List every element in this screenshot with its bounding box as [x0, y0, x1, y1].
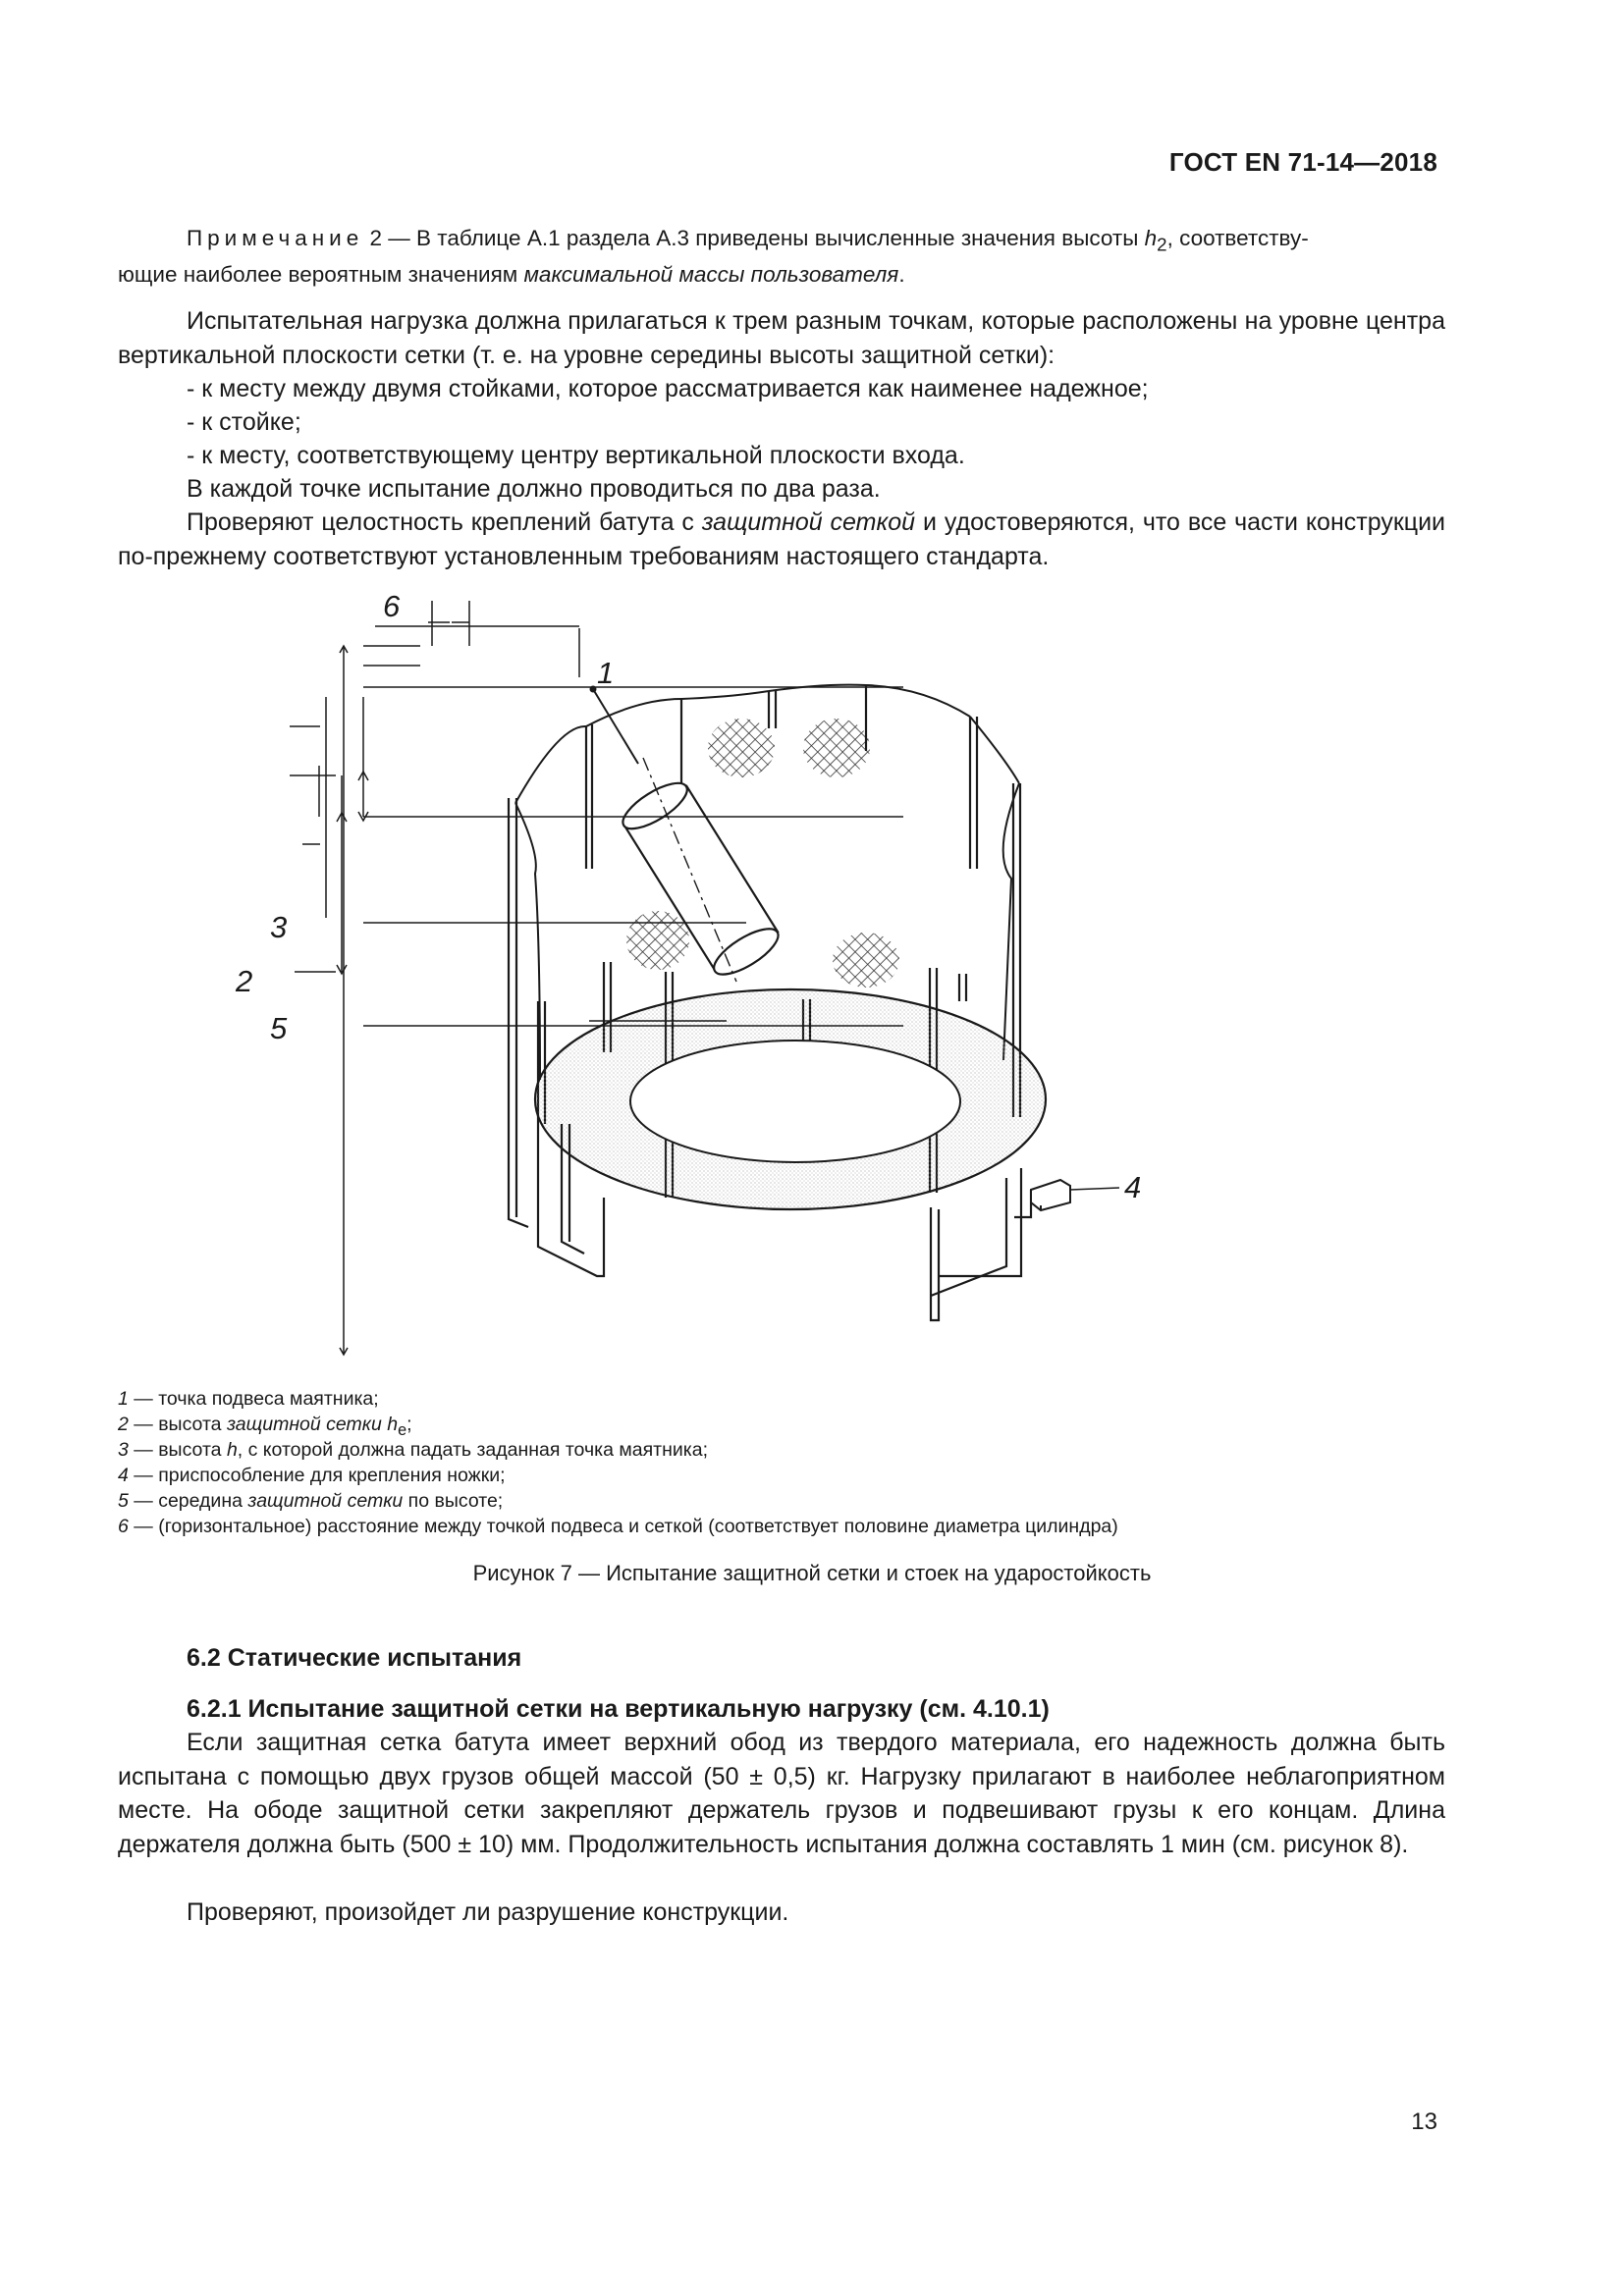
legend-text: — середина — [128, 1490, 248, 1512]
paragraph-vertical-load: Если защитная сетка батута имеет верхний обод из твердого материала, его надежность должна быть испытана с помощью двух грузов общей массой (50 ± 0,5) кг. Нагрузку прилагают в наиболее неблагоприятном месте. На ободе защитной сетки закрепляют держатель грузов и подвешивают грузы к его концам. Длина держателя должна быть (500 ± 10) мм. Продолжительность испытания должна составлять 1 мин (см. рисунок 8). — [118, 1729, 1445, 1858]
legend-italic: защитной сетки — [247, 1490, 404, 1512]
legend-num: 3 — [118, 1439, 129, 1461]
note-label: Примечание — [187, 226, 364, 250]
legend-italic: h — [226, 1439, 238, 1461]
legend-text: — приспособление для крепления ножки; — [128, 1465, 506, 1486]
note-text-b: , соответству- — [1166, 226, 1309, 250]
list-item: - к месту между двумя стойками, которое рассматривается как наименее надежное; — [187, 375, 1149, 402]
note-line2-italic: максимальной массы пользователя — [523, 261, 899, 287]
page-number: 13 — [1411, 2109, 1437, 2135]
section-heading-6-2-1: 6.2.1 Испытание защитной сетки на вертикальную нагрузку (см. 4.10.1) — [187, 1695, 1050, 1723]
paragraph-test-load: Испытательная нагрузка должна прилагаться к трем разным точкам, которые расположены на уровне центра вертикальной плоскости сетки (т. е. на уровне середины высоты защитной сетки): — [118, 307, 1445, 369]
legend-item — [118, 1514, 1118, 1540]
section-heading-6-2: 6.2 Статические испытания — [187, 1644, 522, 1672]
note-symbol: h — [1144, 226, 1158, 250]
p3-italic: защитной сеткой — [701, 508, 916, 536]
note-line2-end: . — [898, 261, 905, 287]
paragraph-destruction-check: Проверяют, произойдет ли разрушение конструкции. — [187, 1898, 789, 1926]
legend-text: — высота — [128, 1414, 227, 1435]
legend-item — [118, 1463, 506, 1489]
legend-num: 2 — [118, 1414, 129, 1435]
note-line2-a: ющие наиболее вероятным значениям — [118, 261, 518, 287]
trampoline-frame — [535, 989, 1046, 1320]
list-item: - к месту, соответствующему центру вертикальной плоскости входа. — [187, 442, 965, 469]
legend-num: 1 — [118, 1388, 129, 1410]
figure-label-6: 6 — [383, 589, 401, 623]
legend-text: — высота — [128, 1439, 227, 1461]
legend-num: 5 — [118, 1490, 129, 1512]
legend-end: ; — [406, 1414, 412, 1435]
paragraph-twice: В каждой точке испытание должно проводиться по два раза. — [187, 475, 881, 503]
document-code: ГОСТ EN 71-14—2018 — [1168, 147, 1437, 177]
legend-subscript: e — [398, 1420, 407, 1439]
legend-num: 6 — [118, 1516, 129, 1537]
figure-caption: Рисунок 7 — Испытание защитной сетки и стоек на ударостойкость — [472, 1561, 1152, 1585]
figure-label-2: 2 — [236, 964, 253, 998]
figure-label-4: 4 — [1124, 1170, 1142, 1204]
p3-text-b: и удостоверяются, что все части конструкции по-прежнему соответствуют установленным требованиям настоящего стандарта. — [118, 508, 1446, 570]
legend-item — [118, 1437, 708, 1464]
legend-text-b: по высоте; — [403, 1490, 504, 1512]
legend-text: — точка подвеса маятника; — [128, 1388, 379, 1410]
paragraph-check — [118, 506, 1445, 573]
leg-fixture — [1031, 1180, 1070, 1210]
legend-num: 4 — [118, 1465, 129, 1486]
figure-label-3: 3 — [270, 910, 288, 944]
note-text-a: 2 — В таблице А.1 раздела А.3 приведены вычисленные значения высоты — [369, 226, 1139, 250]
figure-7-trampoline-impact-test — [236, 589, 1237, 1364]
note-subscript: 2 — [1157, 234, 1167, 255]
p3-text-a: Проверяют целостность креплений батута с — [187, 508, 694, 536]
legend-item — [118, 1488, 503, 1515]
legend-italic: защитной сетки h — [226, 1414, 399, 1435]
list-item: - к стойке; — [187, 408, 301, 436]
figure-label-1: 1 — [597, 656, 615, 690]
figure-label-5: 5 — [270, 1011, 288, 1045]
note-2 — [118, 224, 1445, 290]
legend-text-b: , с которой должна падать заданная точка маятника; — [237, 1439, 708, 1461]
legend-item — [118, 1386, 379, 1413]
legend-text: — (горизонтальное) расстояние между точкой подвеса и сеткой (соответствует половине диаметра цилиндра) — [128, 1516, 1118, 1537]
dimension-lines — [290, 601, 1119, 1355]
